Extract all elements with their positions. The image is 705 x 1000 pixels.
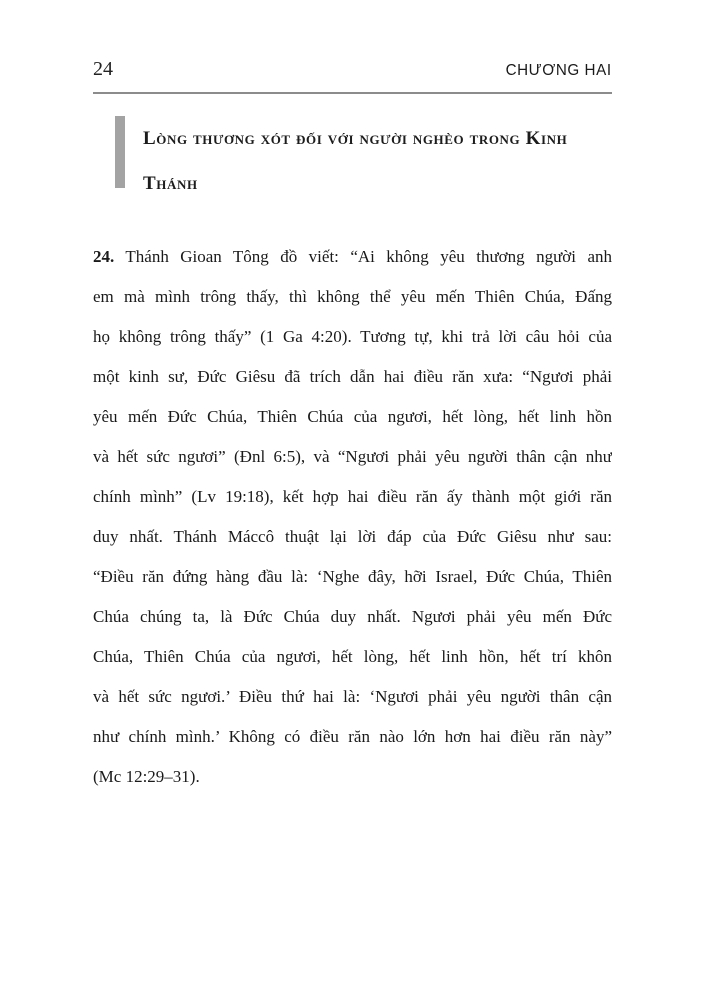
heading-accent-bar (115, 116, 125, 188)
body-paragraph (93, 237, 612, 797)
running-header (93, 58, 612, 82)
paragraph-number: 24. (93, 247, 115, 266)
paragraph-line: và hết sức ngươi.’ Điều thứ hai là: ‘Ngươi phải yêu người thân cận (93, 687, 612, 706)
section-title (143, 116, 567, 206)
paragraph-line: chính mình” (Lv 19:18), kết hợp hai điều răn ấy thành một giới răn (93, 487, 612, 506)
paragraph-line: “Điều răn đứng hàng đầu là: ‘Nghe đây, hỡi Israel, Đức Chúa, Thiên (93, 567, 612, 586)
section-title-line1: Lòng thương xót đối với người nghèo trong Kinh (143, 128, 568, 149)
paragraph-line: như chính mình.’ Không có điều răn nào lớn hơn hai điều răn này” (93, 727, 612, 746)
page-number: 24 (93, 58, 113, 80)
paragraph-line: em mà mình trông thấy, thì không thể yêu mến Thiên Chúa, Đấng (93, 287, 612, 306)
paragraph-line: Chúa, Thiên Chúa của ngươi, hết lòng, hết linh hồn, hết trí khôn (93, 647, 612, 666)
paragraph-line (93, 237, 612, 277)
paragraph-line: một kinh sư, Đức Giêsu đã trích dẫn hai điều răn xưa: “Ngươi phải (93, 367, 612, 386)
paragraph-line: (Mc 12:29–31). (93, 767, 200, 786)
paragraph-line: và hết sức ngươi” (Đnl 6:5), và “Ngươi phải yêu người thân cận như (93, 447, 612, 466)
paragraph-line: họ không trông thấy” (1 Ga 4:20). Tương tự, khi trả lời câu hỏi của (93, 327, 612, 346)
paragraph-line: yêu mến Đức Chúa, Thiên Chúa của ngươi, hết lòng, hết linh hồn (93, 407, 612, 426)
section-title-line2: Thánh (143, 173, 198, 194)
running-head-chapter: CHƯƠNG HAI (505, 62, 612, 79)
paragraph-line: duy nhất. Thánh Máccô thuật lại lời đáp của Đức Giêsu như sau: (93, 527, 612, 546)
section-heading (115, 116, 567, 206)
header-rule (93, 92, 612, 94)
paragraph-line: Chúa chúng ta, là Đức Chúa duy nhất. Ngươi phải yêu mến Đức (93, 607, 612, 626)
paragraph-line-text: Thánh Gioan Tông đồ viết: “Ai không yêu thương người anh (125, 247, 612, 266)
